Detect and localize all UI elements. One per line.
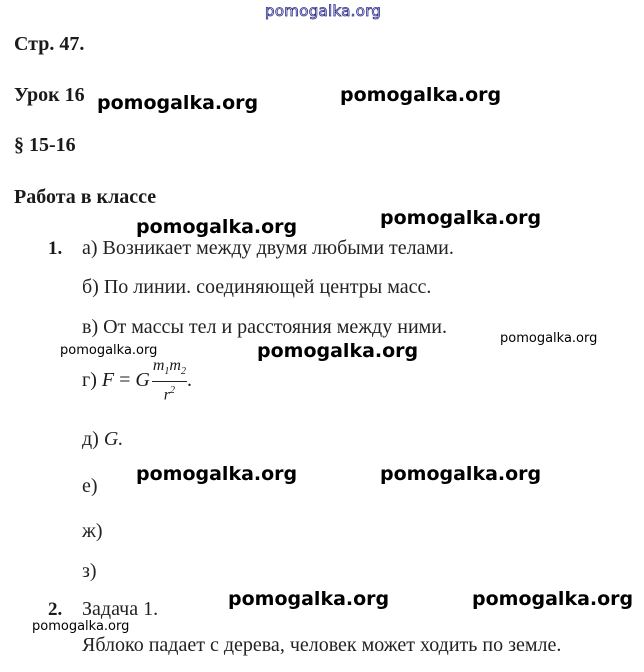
watermark: pomogalka.org (228, 588, 390, 610)
answer-d (82, 358, 192, 405)
formula-fraction (152, 358, 187, 405)
lesson-title: Урок 16 (14, 84, 85, 106)
formula-constant: G (135, 368, 150, 391)
watermark: pomogalka.org (60, 343, 158, 358)
watermark: pomogalka.org (340, 84, 502, 106)
formula-force: F (101, 368, 115, 391)
task2-number: 2. (48, 599, 63, 620)
formula-numerator: $m_1m_2$ (152, 358, 187, 382)
answer-f: е) (82, 475, 98, 497)
watermark: pomogalka.org (257, 340, 419, 362)
watermark-top: pomogalka.org (265, 2, 382, 20)
watermark: pomogalka.org (136, 216, 298, 238)
answer-a: а) Возникает между двумя любыми телами. (82, 237, 454, 259)
watermark: pomogalka.org (472, 588, 634, 610)
answer-c: в) От массы тел и расстояния между ними. (82, 316, 447, 338)
answer-b: б) По линии. соединяющей центры масс. (82, 276, 432, 298)
section-title: § 15-16 (14, 134, 76, 156)
formula-equals: = (119, 368, 131, 391)
watermark: pomogalka.org (136, 463, 298, 485)
watermark: pomogalka.org (380, 463, 542, 485)
task2-title: Задача 1. (82, 598, 159, 620)
task2-text: Яблоко падает с дерева, человек может ходить по земле. (82, 634, 562, 656)
watermark: pomogalka.org (97, 92, 259, 114)
work-title: Работа в классе (14, 186, 157, 208)
watermark: pomogalka.org (380, 207, 542, 229)
watermark: pomogalka.org (32, 619, 130, 634)
task1-number: 1. (48, 238, 63, 259)
answer-e: д) G. (82, 428, 124, 450)
answer-h: з) (82, 560, 97, 582)
formula-denominator: $r^2$ (163, 385, 175, 404)
page-number: Стр. 47. (14, 33, 85, 55)
watermark: pomogalka.org (500, 331, 598, 346)
answer-g: ж) (82, 520, 103, 542)
answer-d-label: г) (82, 368, 97, 391)
formula-end: . (186, 368, 192, 391)
